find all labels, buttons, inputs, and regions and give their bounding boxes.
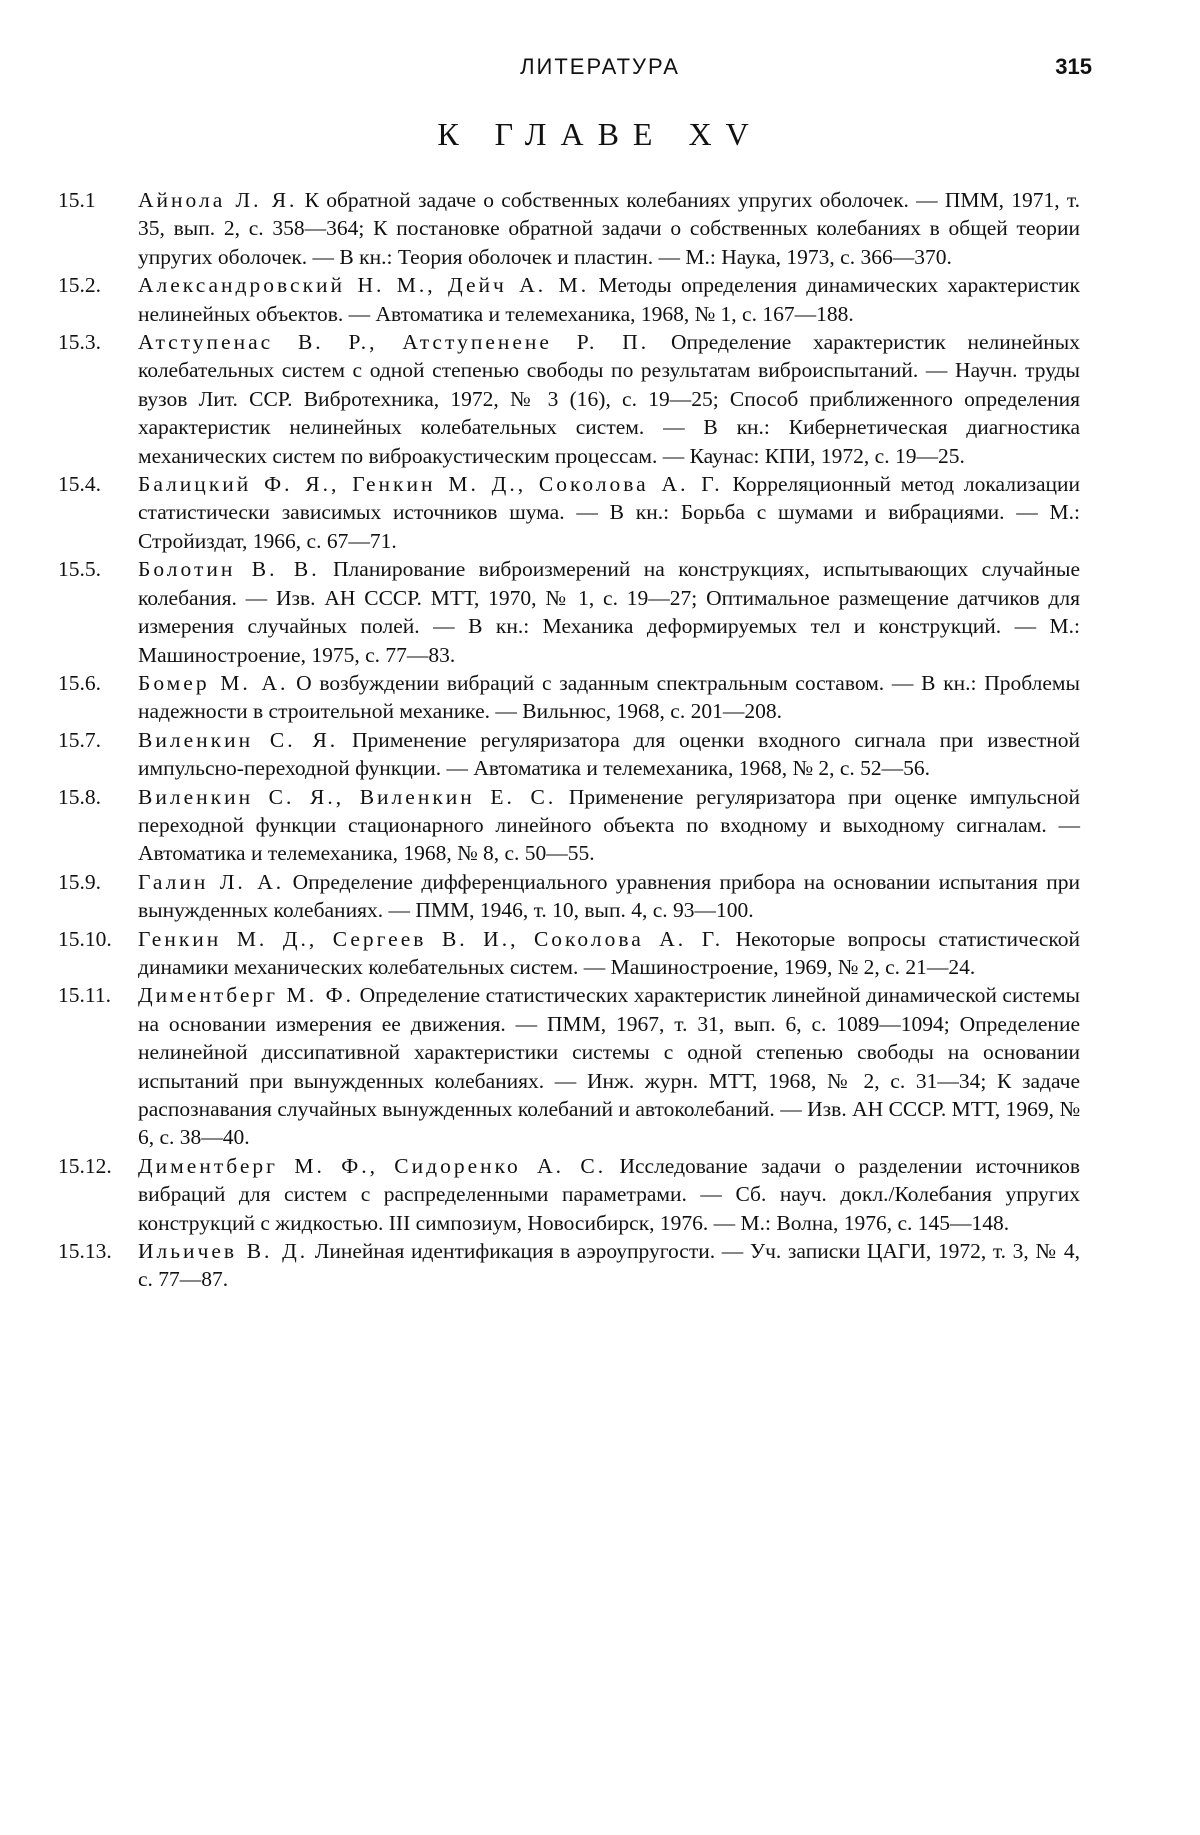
reference-number: 15.1: [58, 188, 96, 212]
reference-text: Определение статистических характеристик линейной динамической системы на основании измерения ее движения. — ПММ, 1967, т. 31, вып. 6, с. 1089—1094; Определение нелинейной диссипативной характеристики системы с одной степенью свободы на основании испытаний при вынужденных колебаниях. — Инж. журн. МТТ, 1968, № 2, с. 31—34; К задаче распознавания случайных вынужденных колебаний и автоколебаний. — Изв. АН СССР. МТТ, 1969, № 6, с. 38—40.: [138, 983, 1081, 1150]
reference-number: 15.7.: [58, 727, 101, 752]
reference-text: Определение дифференциального уравнения прибора на основании испытания при вынужденных колебаниях. — ПММ, 1946, т. 10, вып. 4, с. 93—100.: [138, 869, 1081, 923]
reference-text: Определение характеристик нелинейных колебательных систем с одной степенью свободы по результатам виброиспытаний. — Научн. труды вузов Лит. ССР. Вибротехника, 1972, № 3 (16), с. 19—25; Способ приближенного определения характеристик нелинейных колебательных систем. — В кн.: Кибернетическая диагностика механических систем по виброакустическим процессам. — Каунас: КПИ, 1972, с. 19—25.: [138, 330, 1081, 468]
reference-authors: Александровский Н. М., Дейч А. М.: [138, 273, 590, 298]
reference-entry: [58, 1152, 1080, 1237]
reference-text: Некоторые вопросы статистической динамики механических колебательных систем. — Машиностроение, 1969, № 2, с. 21—24.: [138, 926, 1081, 979]
reference-number: 15.12.: [58, 1153, 112, 1178]
reference-entry: [58, 726, 1080, 783]
reference-authors: Виленкин С. Я., Виленкин Е. С.: [138, 784, 557, 809]
reference-entry: [58, 981, 1080, 1151]
reference-authors: Ильичев В. Д.: [138, 1239, 309, 1264]
reference-number: 15.8.: [58, 784, 101, 809]
reference-authors: Болотин В. В.: [138, 557, 320, 582]
reference-entry: [58, 271, 1080, 328]
reference-text: Применение регуляризатора для оценки входного сигнала при известной импульсно-переходной функции. — Автоматика и телемеханика, 1968, № 2, с. 52—56.: [138, 727, 1081, 781]
reference-text: Планирование виброизмерений на конструкциях, испытывающих случайные колебания. — Изв. АН СССР. МТТ, 1970, № 1, с. 19—27; Оптимальное размещение датчиков для измерения случайных полей. — В кн.: Механика деформируемых тел и конструкций. — М.: Машиностроение, 1975, с. 77—83.: [138, 557, 1081, 667]
reference-authors: Диментберг М. Ф.: [138, 983, 355, 1008]
reference-number: 15.6.: [58, 670, 101, 695]
running-title: ЛИТЕРАТУРА: [520, 54, 680, 79]
reference-text: Линейная идентификация в аэроупругости. — Уч. записки ЦАГИ, 1972, т. 3, № 4, с. 77—87.: [138, 1239, 1080, 1292]
reference-authors: Виленкин С. Я.: [138, 727, 339, 752]
reference-entry: [58, 783, 1080, 868]
reference-text: К обратной задаче о собственных колебаниях упругих оболочек. — ПММ, 1971, т. 35, вып. 2, с. 358—364; К постановке обратной задачи о собственных колебаниях в общей теории упругих оболочек. — В кн.: Теория оболочек и пластин. — М.: Наука, 1973, с. 366—370.: [138, 188, 1081, 269]
reference-text: Корреляционный метод локализации статистически зависимых источников шума. — В кн.: Борьба с шумами и вибрациями. — М.: Стройиздат, 1966, с. 67—71.: [138, 472, 1081, 553]
reference-number: 15.9.: [58, 869, 101, 894]
running-header: [0, 50, 1200, 84]
reference-number: 15.2.: [58, 273, 101, 298]
page-number: 315: [1055, 54, 1092, 79]
reference-authors: Галин Л. А.: [138, 869, 285, 894]
reference-entry: [58, 328, 1080, 470]
reference-authors: Атступенас В. Р., Атступенене Р. П.: [138, 330, 650, 355]
reference-entry: [58, 868, 1080, 925]
reference-entry: [58, 669, 1080, 726]
reference-entry: [58, 925, 1080, 982]
reference-number: 15.10.: [58, 926, 112, 951]
reference-entry: [58, 555, 1080, 669]
reference-number: 15.5.: [58, 557, 101, 582]
reference-entry: [58, 1237, 1080, 1294]
reference-text: О возбуждении вибраций с заданным спектральным составом. — В кн.: Проблемы надежности в строительной механике. — Вильнюс, 1968, с. 201—208.: [138, 670, 1080, 724]
reference-authors: Диментберг М. Ф., Сидоренко А. С.: [138, 1153, 607, 1178]
reference-text: Применение регуляризатора при оценке импульсной переходной функции стационарного линейного объекта по входному и выходному сигналам. — Автоматика и телемеханика, 1968, № 8, с. 50—55.: [138, 784, 1080, 866]
reference-authors: Балицкий Ф. Я., Генкин М. Д., Соколова А. Г.: [138, 472, 723, 497]
reference-authors: Айнола Л. Я.: [138, 188, 298, 212]
reference-list: [58, 186, 1080, 1294]
reference-entry: [58, 470, 1080, 555]
reference-number: 15.3.: [58, 330, 101, 355]
reference-entry: [58, 186, 1080, 271]
reference-authors: Бомер М. А.: [138, 670, 289, 695]
reference-authors: Генкин М. Д., Сергеев В. И., Соколова А. Г.: [138, 926, 724, 951]
reference-number: 15.13.: [58, 1239, 112, 1264]
reference-text: Методы определения динамических характеристик нелинейных объектов. — Автоматика и телемеханика, 1968, № 1, с. 167—188.: [138, 273, 1080, 326]
reference-number: 15.11.: [58, 983, 111, 1008]
reference-number: 15.4.: [58, 472, 101, 497]
reference-text: Исследование задачи о разделении источников вибраций для систем с распределенными параметрами. — Сб. науч. докл./Колебания упругих конструкций с жидкостью. III симпозиум, Новосибирск, 1976. — М.: Волна, 1976, с. 145—148.: [138, 1153, 1081, 1235]
chapter-heading: К ГЛАВЕ XV: [437, 116, 763, 152]
